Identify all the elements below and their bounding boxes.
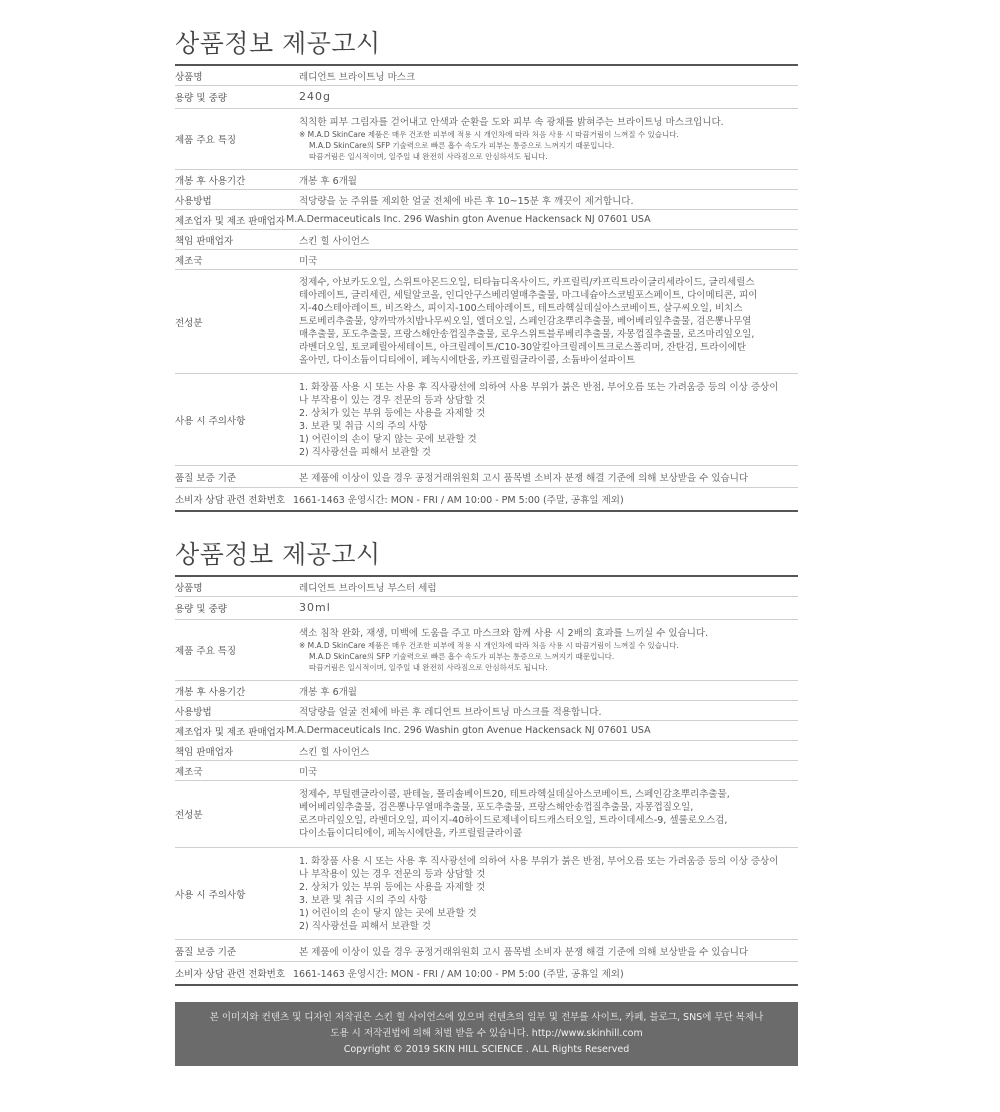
row-value: M.A.Dermaceuticals Inc. 296 Washin gton Avenue Hackensack NJ 07601 USA: [286, 214, 651, 225]
row-value: 스킨 힐 사이언스: [299, 235, 370, 247]
row-value: M.A.Dermaceuticals Inc. 296 Washin gton Avenue Hackensack NJ 07601 USA: [286, 725, 651, 736]
row-label: 개봉 후 사용기간: [175, 686, 246, 698]
row-value: 미국: [299, 766, 318, 778]
row-value: 1661-1463 운영시간: MON - FRI / AM 10:00 - PM 5:00 (주말, 공휴일 제외): [293, 495, 624, 506]
row-label: 사용방법: [175, 706, 212, 718]
row-value: 본 제품에 이상이 있을 경우 공정거래위원회 고시 품목별 소비자 분쟁 해결 기준에 의해 보상받을 수 있습니다: [299, 472, 749, 484]
row-product-name: [175, 577, 798, 597]
ingredient-line: 정제수, 아보카도오일, 스위트아몬드오일, 티타늄디옥사이드, 카프릴릭/카프릭트라이글리세라이드, 글리세릴스: [299, 277, 755, 288]
feature-line: 색소 침착 완화, 재생, 미백에 도움을 주고 마스크와 함께 사용 시 2배의 효과를 느끼실 수 있습니다.: [299, 628, 709, 639]
feature-note: 따끔거림은 일시적이며, 일주일 내 완전히 사라짐으로 안심하셔도 됩니다.: [309, 152, 548, 161]
row-label: 상품명: [175, 582, 203, 594]
row-value: [285, 781, 798, 847]
copyright-footer: [175, 1002, 798, 1066]
product-notice-section-2: [175, 538, 798, 986]
info-table: [175, 64, 798, 512]
ingredient-line: 지-40스테아레이트, 비즈왁스, 피이지-100스테아레이트, 테트라헥실데실아스코베이트, 살구씨오일, 비치스: [299, 303, 743, 314]
row-value: 본 제품에 이상이 있을 경우 공정거래위원회 고시 품목별 소비자 분쟁 해결 기준에 의해 보상받을 수 있습니다: [299, 946, 749, 958]
row-ingredients: [175, 270, 798, 374]
feature-note: 따끔거림은 일시적이며, 일주일 내 완전히 사라짐으로 안심하셔도 됩니다.: [309, 663, 548, 672]
row-label: 개봉 후 사용기간: [175, 175, 246, 187]
section-title: 상품정보 제공고시: [175, 540, 381, 569]
row-seller: [175, 230, 798, 250]
row-value: 개봉 후 6개월: [299, 175, 357, 187]
row-label: 책임 판매업자: [175, 746, 234, 758]
row-value: [285, 848, 798, 939]
row-label: 품질 보증 기준: [175, 946, 237, 958]
row-period: [175, 170, 798, 190]
feature-note: ※ M.A.D SkinCare 제품은 매우 건조한 피부에 적용 시 개인차에 따라 처음 사용 시 따끔거림이 느껴질 수 있습니다.: [299, 130, 679, 139]
row-usage: [175, 701, 798, 721]
caution-line: 2. 상처가 있는 부위 등에는 사용을 자제할 것: [299, 407, 486, 419]
feature-note: ※ M.A.D SkinCare 제품은 매우 건조한 피부에 적용 시 개인차에 따라 처음 사용 시 따끔거림이 느껴질 수 있습니다.: [299, 641, 679, 650]
caution-line: 2) 직사광선을 피해서 보관할 것: [299, 920, 431, 932]
caution-line: 1) 어린이의 손이 닿지 않는 곳에 보관할 것: [299, 907, 477, 919]
row-label: 사용방법: [175, 195, 212, 207]
ingredient-line: 테아레이트, 글리세린, 세틸알코올, 인디안구스베리열매추출물, 마그네슘아스코빌포스페이트, 다이메티콘, 피이: [299, 290, 758, 301]
row-label: 제조국: [175, 255, 203, 267]
caution-line: 1. 화장품 사용 시 또는 사용 후 직사광선에 의하여 사용 부위가 붉은 반점, 부어오름 또는 가려움증 등의 이상 증상이: [299, 381, 779, 393]
row-caution: [175, 848, 798, 940]
section-title: 상품정보 제공고시: [175, 29, 381, 58]
row-volume: [175, 597, 798, 620]
row-value: [285, 270, 798, 373]
row-label: 사용 시 주의사항: [175, 889, 246, 901]
ingredient-line: 라벤더오일, 토코페릴아세테이트, 아크릴레이트/C10-30알킬아크릴레이트크로스폴리머, 잔탄검, 트라이에탄: [299, 342, 747, 353]
row-country: [175, 250, 798, 270]
volume-value: 30ml: [299, 601, 331, 614]
ingredient-line: 트로베리추출물, 양까막까치밥나무씨오일, 엘더오일, 스페인감초뿌리추출물, 베어베리잎추출물, 검은뽕나무열: [299, 316, 752, 327]
caution-line: 3. 보관 및 취급 시의 주의 사항: [299, 894, 428, 906]
row-value: 레디언트 브라이트닝 마스크: [299, 71, 416, 83]
product-notice-section-1: [175, 27, 798, 512]
row-value: 미국: [299, 255, 318, 267]
row-quality: [175, 940, 798, 962]
row-contact: [175, 488, 798, 512]
row-value: [285, 374, 798, 465]
row-maker: [175, 210, 798, 230]
caution-line: 2) 직사광선을 피해서 보관할 것: [299, 446, 431, 458]
ingredient-line: 올아민, 다이소듐이디티에이, 페녹시에탄올, 카프릴릴글라이콜, 소듐바이설파이트: [299, 355, 636, 366]
caution-line: 2. 상처가 있는 부위 등에는 사용을 자제할 것: [299, 881, 486, 893]
feature-note: M.A.D SkinCare의 SFP 기술력으로 빠른 흡수 속도가 피부는 통증으로 느껴지기 때문입니다.: [309, 652, 615, 661]
row-features: [175, 109, 798, 170]
copyright-notice-url: 도용 시 저작권법에 의해 처벌 받을 수 있습니다. http://www.skinhill.com: [330, 1028, 643, 1039]
info-table: [175, 575, 798, 986]
row-label: 제조국: [175, 766, 203, 778]
row-value: 적당량을 얼굴 전체에 바른 후 레디언트 브라이트닝 마스크를 적용합니다.: [299, 706, 602, 718]
ingredient-line: 정제수, 부틸렌글라이콜, 판테놀, 폴리솔베이트20, 테트라헥실데실아스코베이트, 스페인감초뿌리추출물,: [299, 789, 730, 800]
row-product-name: [175, 66, 798, 86]
feature-note: M.A.D SkinCare의 SFP 기술력으로 빠른 흡수 속도가 피부는 통증으로 느껴지기 때문입니다.: [309, 141, 615, 150]
row-value: 스킨 힐 사이언스: [299, 746, 370, 758]
caution-line: 1. 화장품 사용 시 또는 사용 후 직사광선에 의하여 사용 부위가 붉은 반점, 부어오름 또는 가려움증 등의 이상 증상이: [299, 855, 779, 867]
copyright-line: Copyright © 2019 SKIN HILL SCIENCE . ALL Rights Reserved: [343, 1044, 630, 1055]
row-label: 상품명: [175, 71, 203, 83]
row-label: 품질 보증 기준: [175, 472, 237, 484]
row-maker: [175, 721, 798, 741]
row-seller: [175, 741, 798, 761]
row-value: 적당량을 눈 주위를 제외한 얼굴 전체에 바른 후 10~15분 후 깨끗이 제거합니다.: [299, 195, 634, 207]
row-value: 1661-1463 운영시간: MON - FRI / AM 10:00 - PM 5:00 (주말, 공휴일 제외): [293, 969, 624, 980]
row-volume: [175, 86, 798, 109]
row-value: 레디언트 브라이트닝 부스터 세럼: [299, 582, 437, 594]
row-label: 소비자 상담 관련 전화번호: [175, 495, 286, 506]
copyright-notice: 본 이미지와 컨텐츠 및 디자인 저작권은 스킨 힐 사이언스에 있으며 컨텐츠의 일부 및 전부를 사이트, 카페, 블로그, SNS에 무단 복제나: [209, 1012, 764, 1023]
row-value: [285, 109, 798, 169]
row-label: 제조업자 및 제조 판매업자: [175, 726, 286, 738]
row-value: 개봉 후 6개월: [299, 686, 357, 698]
ingredient-line: 매추출물, 포도추출물, 프랑스해안송껍질추출물, 로우스위트블루베리추출물, 자몽껍질추출물, 로즈마리잎오일,: [299, 329, 755, 340]
ingredient-line: 다이소듐이디티에이, 페녹시에탄올, 카프릴릴글라이콜: [299, 828, 523, 839]
row-label: 제조업자 및 제조 판매업자: [175, 215, 286, 227]
row-contact: [175, 962, 798, 986]
row-country: [175, 761, 798, 781]
caution-line: 나 부작용이 있는 경우 전문의 등과 상담할 것: [299, 394, 486, 406]
row-label: 책임 판매업자: [175, 235, 234, 247]
row-label: 용량 및 중량: [175, 604, 227, 615]
row-quality: [175, 466, 798, 488]
row-label: 제품 주요 특징: [175, 135, 237, 146]
row-label: 전성분: [175, 317, 203, 329]
row-period: [175, 681, 798, 701]
row-label: 사용 시 주의사항: [175, 415, 246, 427]
row-ingredients: [175, 781, 798, 848]
row-value: [285, 620, 798, 680]
row-features: [175, 620, 798, 681]
ingredient-line: 로즈마리잎오일, 라벤더오일, 피이지-40하이드로제네이티드캐스터오일, 트라이데세스-9, 셀룰로오스검,: [299, 815, 728, 826]
row-label: 소비자 상담 관련 전화번호: [175, 969, 286, 980]
row-usage: [175, 190, 798, 210]
row-value: [285, 86, 798, 108]
caution-line: 1) 어린이의 손이 닿지 않는 곳에 보관할 것: [299, 433, 477, 445]
volume-value: 240g: [299, 90, 331, 103]
ingredient-line: 베어베리잎추출물, 검은뽕나무열매추출물, 포도추출물, 프랑스해안송껍질추출물, 자몽껍질오일,: [299, 802, 694, 813]
row-value: [285, 597, 798, 619]
row-caution: [175, 374, 798, 466]
caution-line: 3. 보관 및 취급 시의 주의 사항: [299, 420, 428, 432]
row-label: 용량 및 중량: [175, 93, 227, 104]
caution-line: 나 부작용이 있는 경우 전문의 등과 상담할 것: [299, 868, 486, 880]
row-label: 제품 주요 특징: [175, 646, 237, 657]
row-label: 전성분: [175, 810, 203, 821]
feature-line: 칙칙한 피부 그림자를 걷어내고 안색과 순환을 도와 피부 속 광채를 밝혀주는 브라이트닝 마스크입니다.: [299, 117, 724, 128]
